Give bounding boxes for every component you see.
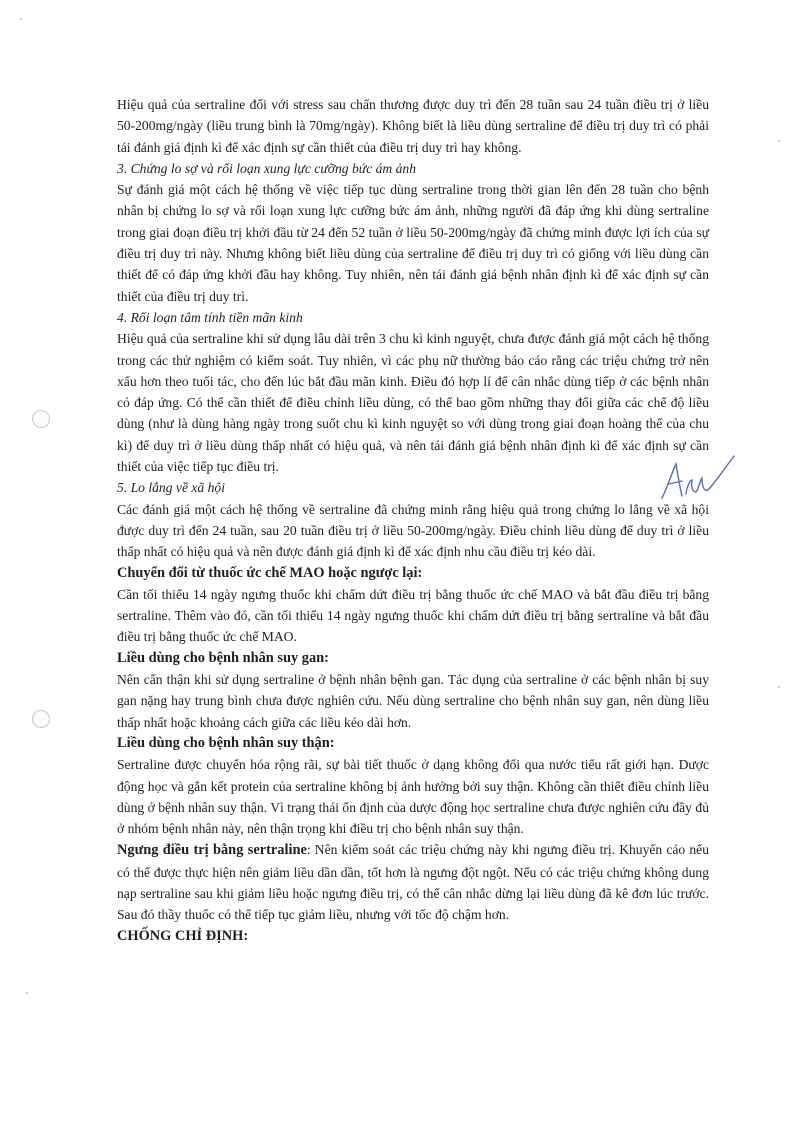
paragraph-pmdd: Hiệu quả của sertraline khi sử dụng lâu dài trên 3 chu kì kinh nguyệt, chưa được đánh giá một cách hệ thống trong các thử nghiệm có kiểm soát. Tuy nhiên, vì các phụ nữ thường báo cáo rằng các triệu chứng trở nên xấu hơn theo tuổi tác, cho đến lúc bắt đầu mãn kinh. Điều đó hợp lí để cân nhắc dùng tiếp ở các bệnh nhân có đáp ứng. Có thể cần thiết để điều chỉnh liều dùng, có thể bao gồm những thay đổi giữa các chế độ liều dùng (như là dùng hàng ngày trong suốt chu kì kinh nguyệt so với dùng trong giai đoạn hoàng thể của chu kì) để duy trì ở liều dùng thấp nhất có hiệu quả, và nên tái đánh giá bệnh nhân định kì để xác định sự cần thiết của việc tiếp tục điều trị.: [117, 331, 709, 475]
scan-speck: [26, 992, 28, 994]
punch-hole-top: [32, 410, 50, 428]
paragraph-social-anxiety: Các đánh giá một cách hệ thống về sertraline đã chứng minh rằng hiệu quả trong chứng lo lắng về xã hội được duy trì đến 24 tuần, sau 20 tuần điều trị ở liều 50-200mg/ngày. Điều chỉnh liều dùng để duy trì ở liều thấp nhất có hiệu quả và nên được đánh giá định kì để xác định nhu cầu điều trị kéo dài.: [117, 501, 709, 560]
discontinuation-text: : Nên kiểm soát các triệu chứng này khi ngưng điều trị. Khuyến cáo nếu có thể được thực hiện nên giảm liều dần dần, tốt hơn là ngưng đột ngột. Nếu có các triệu chứng không dung nạp sertraline sau khi giảm liều hoặc ngưng điều trị, có thể cân nhắc dừng lại liều dùng đã kê đơn lúc trước. Sau đó thầy thuốc có thể tiếp tục giảm liều, nhưng với tốc độ chậm hơn.: [117, 842, 709, 923]
scan-speck: [778, 140, 780, 142]
paragraph-ptsd-maintenance: Hiệu quả của sertraline đối với stress sau chấn thương được duy trì đến 28 tuần sau 24 tuần điều trị ở liều 50-200mg/ngày (liều trung bình là 70mg/ngày). Không biết là liều dùng sertraline để điều trị duy trì có phải tái đánh giá định kì để xác định sự cần thiết của điều trị duy trì hay không.: [117, 97, 709, 155]
heading-maoi-switch: Chuyển đổi từ thuốc ức chế MAO hoặc ngược lại:: [117, 564, 423, 581]
heading-hepatic-dosing: Liều dùng cho bệnh nhân suy gan:: [117, 649, 329, 666]
paragraph-hepatic-dosing: Nên cẩn thận khi sử dụng sertraline ở bệnh nhân bệnh gan. Tác dụng của sertraline ở các bệnh nhân bị suy gan nặng hay trung bình chưa được nghiên cứu. Nếu dùng sertraline cho bệnh nhân suy gan, nên dùng liều thấp nhất hoặc khoảng cách giữa các liều kéo dài hơn.: [117, 672, 709, 730]
heading-social-anxiety: 5. Lo lắng về xã hội: [117, 480, 225, 496]
heading-renal-dosing: Liều dùng cho bệnh nhân suy thận:: [117, 734, 335, 751]
scan-speck: [778, 686, 780, 688]
paragraph-renal-dosing: Sertraline được chuyển hóa rộng rãi, sự bài tiết thuốc ở dạng không đổi qua nước tiểu rất giới hạn. Dược động học và gắn kết protein của sertraline không bị ảnh hưởng bởi suy thận. Không cần thiết điều chỉnh liều dùng ở bệnh nhân suy thận. Vì trạng thái ổn định của dược động học sertraline chưa được nghiên cứu đầy đủ ở nhóm bệnh nhân này, nên thận trọng khi điều trị cho bệnh nhân suy thận.: [117, 757, 709, 837]
heading-pmdd: 4. Rối loạn tâm tính tiền mãn kinh: [117, 309, 303, 325]
scan-speck: [20, 18, 22, 20]
heading-contraindications: CHỐNG CHỈ ĐỊNH:: [117, 927, 249, 944]
punch-hole-bottom: [32, 710, 50, 728]
paragraph-panic-ocd: Sự đánh giá một cách hệ thống về việc tiếp tục dùng sertraline trong thời gian lên đến 28 tuần cho bệnh nhân bị chứng lo sợ và rối loạn xung lực cưỡng bức ám ảnh, những người đã đáp ứng khi dùng sertraline trong giai đoạn điều trị khởi đầu từ 24 đến 52 tuần ở liều 50-200mg/ngày đã chứng minh được lợi ích của sự điều trị duy trì này. Nhưng không biết liều dùng của sertraline để điều trị duy trì có giống với liều dùng cần thiết để có đáp ứng khởi đầu hay không. Tuy nhiên, nên tái đánh giá bệnh nhân định kì để xác định sự cần thiết của điều trị duy trì.: [117, 182, 709, 304]
discontinuation-label: Ngưng điều trị bằng sertraline: [117, 842, 307, 859]
heading-panic-ocd: 3. Chứng lo sợ và rối loạn xung lực cưỡng bức ám ảnh: [117, 160, 417, 176]
paragraph-maoi-switch: Cần tối thiểu 14 ngày ngưng thuốc khi chấm dứt điều trị bằng thuốc ức chế MAO và bắt đầu điều trị bằng sertraline. Thêm vào đó, cần tối thiểu 14 ngày ngưng thuốc khi chấm dứt điều trị bằng sertraline và bắt đầu điều trị bằng thuốc ức chế MAO.: [117, 586, 709, 645]
paragraph-discontinuation: [117, 839, 709, 925]
document-page: [117, 94, 709, 947]
